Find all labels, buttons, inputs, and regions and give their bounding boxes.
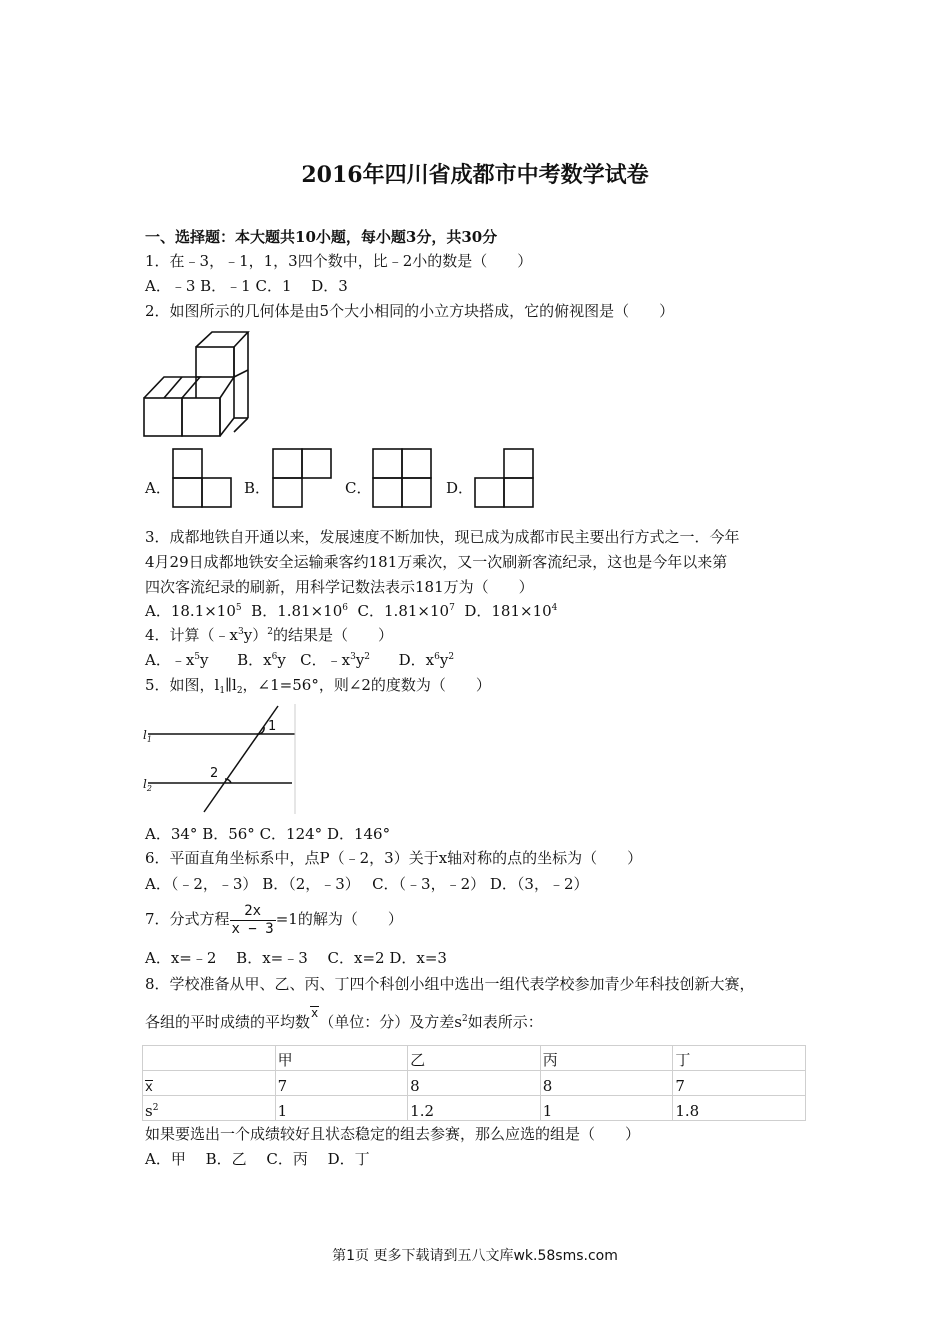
q6-options: A．（﹣2，﹣3） B．（2，﹣3） C．（﹣3，﹣2） D．（3，﹣2） <box>145 875 589 893</box>
table-cell: 1 <box>275 1096 408 1121</box>
table-cell: 7 <box>275 1071 408 1096</box>
table-row-label: $s^2$ <box>143 1096 276 1121</box>
q8-question: 如果要选出一个成绩较好且状态稳定的组去参赛，那么应选的组是（ ） <box>145 1125 641 1143</box>
table-cell: 1.2 <box>408 1096 541 1121</box>
q2-option-b-label: B． <box>244 479 271 497</box>
q5-angle-2: 2 <box>210 766 219 781</box>
q2-stem: 2．如图所示的几何体是由5个大小相同的小立方块搭成，它的俯视图是（ ） <box>145 302 675 320</box>
page-footer: 第1页 更多下载请到五八文库wk.58sms.com <box>332 1248 618 1264</box>
q8-score-table <box>142 1045 806 1121</box>
page-title: 2016年四川省成都市中考数学试卷 <box>301 162 649 188</box>
q3-options: A．$18.1\times 10^5$ B．$1.81\times 10^6$ C．$1.81\times 10^7$ D．$181\times 10^4$ <box>145 602 558 620</box>
table-cell: 1 <box>540 1096 673 1121</box>
q2-option-c-figure <box>372 448 432 508</box>
q6-stem: 6．平面直角坐标系中，点P（﹣2，3）关于x轴对称的点的坐标为（ ） <box>145 849 643 867</box>
q8-line1: 8．学校准备从甲、乙、丙、丁四个科创小组中选出一组代表学校参加青少年科技创新大赛， <box>145 975 755 993</box>
table-header-row <box>143 1046 806 1071</box>
q1-stem: 1．在﹣3，﹣1，1，3四个数中，比﹣2小的数是（ ） <box>145 252 533 270</box>
q5-parallel-lines-figure <box>140 702 298 816</box>
q5-label-l1: $l_1$ <box>143 728 152 744</box>
q3-line2: 4月29日成都地铁安全运输乘客约181万乘次，又一次刷新客流纪录，这也是今年以来第 <box>145 553 728 571</box>
q3-line3: 四次客流纪录的刷新，用科学记数法表示181万为（ ） <box>145 578 534 596</box>
q2-option-b-figure <box>272 448 332 508</box>
q7-options: A．x=﹣2 B．x=﹣3 C．x=2 D．x=3 <box>145 949 447 967</box>
q2-option-d-label: D． <box>446 479 474 497</box>
q5-stem: 5．如图，$l_1\parallel l_2$，∠1=56°，则∠2的度数为（ ） <box>145 676 491 696</box>
q8-line2: 各组的平时成绩的平均数x（单位：分）及方差$s^2$如表所示： <box>145 1006 543 1031</box>
q7-fraction: $\frac{2x}{x - 3}$ <box>231 902 274 937</box>
table-cell: 1.8 <box>673 1096 806 1121</box>
q4-options: A．$﹣x^5y$ B．$x^6y$ C．$﹣x^3y^2$ D．$x^6y^2$ <box>145 651 455 669</box>
table-header-cell: 丙 <box>540 1046 673 1071</box>
table-header-cell: 乙 <box>408 1046 541 1071</box>
q2-option-c-label: C． <box>345 479 372 497</box>
q2-option-a-figure <box>172 448 232 508</box>
table-row-label: x <box>143 1071 276 1096</box>
q3-line1: 3．成都地铁自开通以来，发展速度不断加快，现已成为成都市民主要出行方式之一．今年 <box>145 528 740 546</box>
table-cell: 7 <box>673 1071 806 1096</box>
q2-option-d-figure <box>474 448 534 508</box>
q7-stem: 7．分式方程 $\frac{2x}{x - 3}$ =1的解为（ ） <box>145 902 403 937</box>
q2-option-a-label: A． <box>145 479 171 497</box>
table-row <box>143 1071 806 1096</box>
table-row <box>143 1096 806 1121</box>
section-heading: 一、选择题：本大题共10小题，每小题3分，共30分 <box>145 228 498 246</box>
table-header-cell: 丁 <box>673 1046 806 1071</box>
table-cell: 8 <box>540 1071 673 1096</box>
q4-stem: 4．计算$(﹣x^3y)^2$的结果是（ ） <box>145 626 393 644</box>
q5-angle-1: 1 <box>268 719 277 734</box>
q5-options: A．34° B．56° C．124° D．146° <box>145 825 391 843</box>
table-header-cell: 甲 <box>275 1046 408 1071</box>
table-cell: 8 <box>408 1071 541 1096</box>
q1-options: A．﹣3 B．﹣1 C．1 D．3 <box>145 277 348 295</box>
q8-options: A．甲 B．乙 C．丙 D．丁 <box>145 1150 370 1168</box>
q2-solid-figure <box>140 330 252 440</box>
q5-label-l2: $l_2$ <box>143 777 152 793</box>
